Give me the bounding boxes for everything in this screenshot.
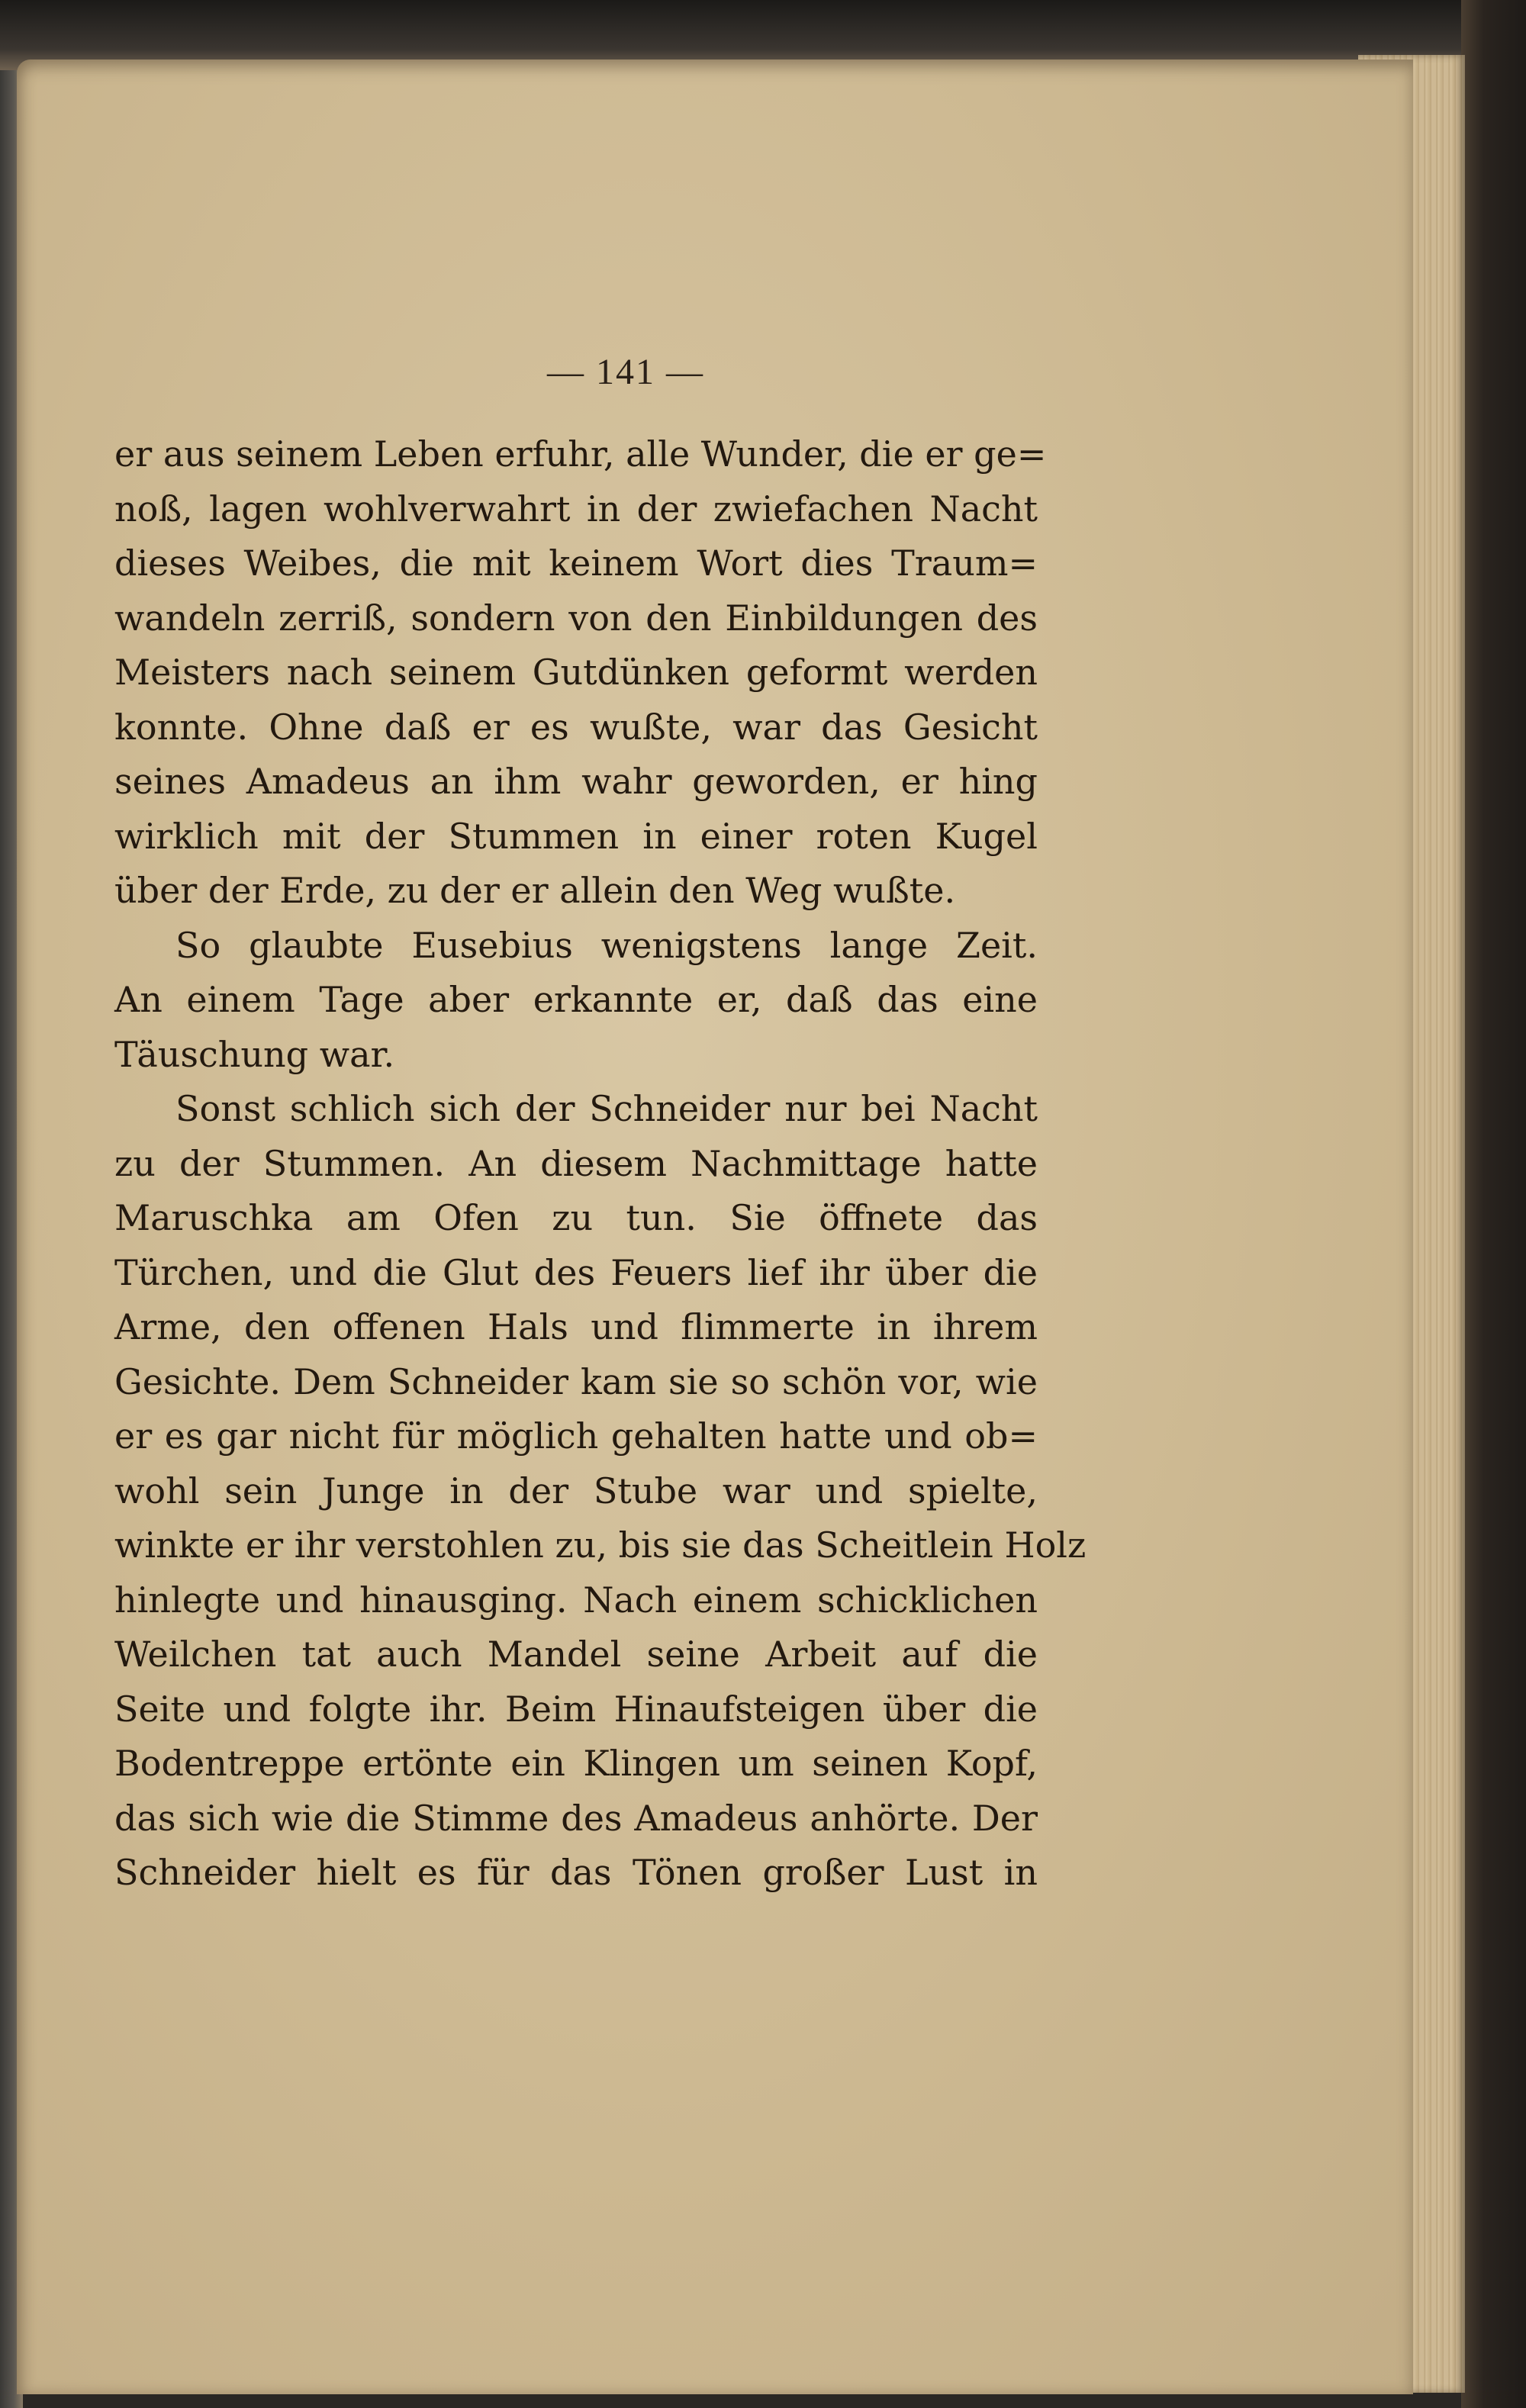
page-number-header: — 141 — [547, 352, 704, 392]
text-line: Bodentreppe ertönte ein Klingen um seinen Kopf, [114, 1743, 1038, 1784]
text-line: Gesichte. Dem Schneider kam sie so schön vor, wie [114, 1360, 1038, 1402]
text-line: wandeln zerriß, sondern von den Einbildungen des [114, 597, 1038, 639]
text-line: Schneider hielt es für das Tönen großer Lust in [114, 1852, 1038, 1893]
text-line: Sonst schlich sich der Schneider nur bei Nacht [175, 1088, 1038, 1129]
text-line: Arme, den offenen Hals und flimmerte in ihrem [114, 1306, 1038, 1347]
text-line: seines Amadeus an ihm wahr geworden, er hing [114, 761, 1038, 802]
text-line: Seite und folgte ihr. Beim Hinaufsteigen über die [114, 1688, 1038, 1730]
book-binding-right [1461, 0, 1526, 2408]
text-line: Weilchen tat auch Mandel seine Arbeit auf die [114, 1634, 1038, 1675]
text-line: So glaubte Eusebius wenigstens lange Zeit. [175, 924, 1038, 966]
text-line: Maruschka am Ofen zu tun. Sie öffnete das [114, 1197, 1038, 1238]
text-line: Türchen, und die Glut des Feuers lief ihr über die [114, 1251, 1038, 1293]
text-line: Meisters nach seinem Gutdünken geformt werden [114, 652, 1038, 693]
text-line: Täuschung war. [114, 1033, 395, 1075]
text-line: er es gar nicht für möglich gehalten hatte und ob= [114, 1415, 1038, 1457]
text-line: noß, lagen wohlverwahrt in der zwiefachen Nacht [114, 488, 1038, 530]
text-line: wirklich mit der Stummen in einer roten Kugel [114, 815, 1038, 857]
text-line: hinlegte und hinausging. Nach einem schicklichen [114, 1579, 1038, 1621]
text-line: An einem Tage aber erkannte er, daß das eine [114, 979, 1038, 1020]
text-line: wohl sein Junge in der Stube war und spielte, [114, 1470, 1038, 1511]
text-line: das sich wie die Stimme des Amadeus anhörte. Der [114, 1797, 1038, 1839]
text-line: dieses Weibes, die mit keinem Wort dies Traum= [114, 542, 1038, 584]
text-line: er aus seinem Leben erfuhr, alle Wunder, die er ge= [114, 433, 1047, 475]
text-line: konnte. Ohne daß er es wußte, war das Gesicht [114, 706, 1038, 748]
text-line: zu der Stummen. An diesem Nachmittage hatte [114, 1142, 1038, 1184]
text-line: über der Erde, zu der er allein den Weg wußte. [114, 870, 956, 911]
body-text [114, 427, 1087, 1901]
text-line: winkte er ihr verstohlen zu, bis sie das Scheitlein Holz [114, 1524, 1087, 1566]
